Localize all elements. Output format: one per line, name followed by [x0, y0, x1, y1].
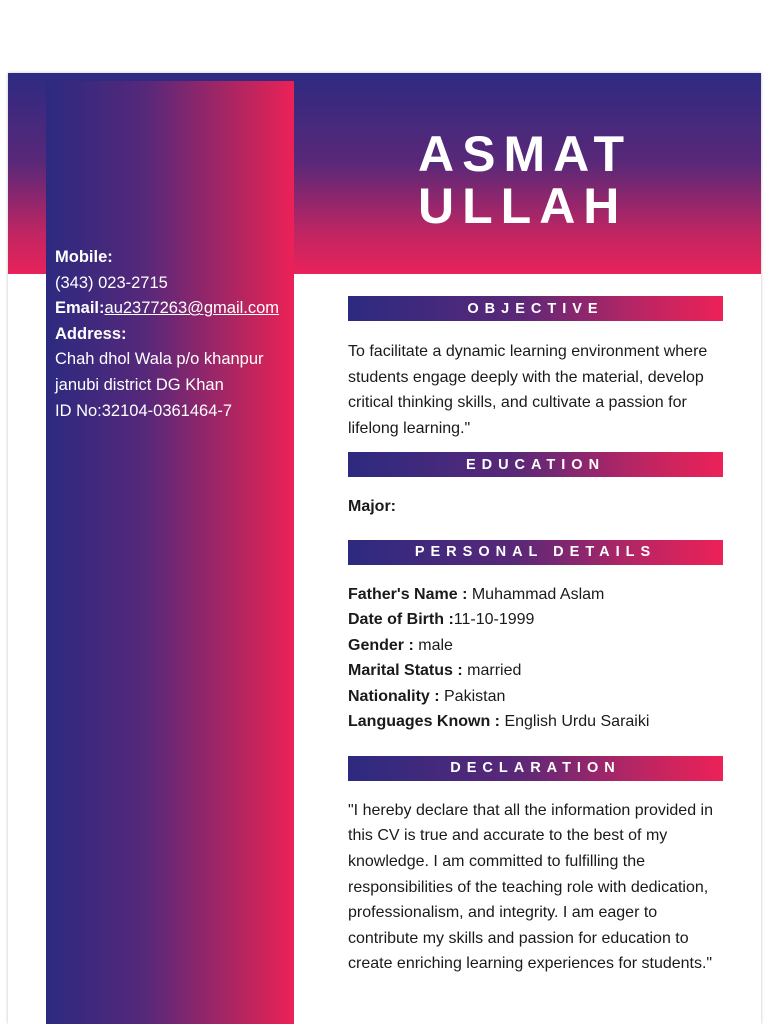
- fathers-name-label: Father's Name :: [348, 585, 468, 603]
- marital-status-label: Marital Status :: [348, 662, 463, 680]
- cv-page: [8, 73, 761, 1024]
- gender-value: male: [413, 636, 453, 654]
- personal-details-heading: PERSONAL DETAILS: [348, 540, 723, 565]
- id-number: ID No:32104-0361464-7: [55, 401, 233, 420]
- email-label: Email:: [55, 299, 105, 318]
- fathers-name-value: Muhammad Aslam: [467, 585, 605, 603]
- languages-row: [348, 709, 723, 735]
- nationality-value: Pakistan: [439, 687, 506, 705]
- gender-row: [348, 633, 723, 659]
- email-link[interactable]: au2377263@gmail.com: [104, 299, 280, 318]
- main-column: [348, 296, 723, 977]
- fathers-name-row: [348, 582, 723, 608]
- candidate-name: [418, 128, 668, 232]
- dob-label: Date of Birth :: [348, 611, 454, 629]
- declaration-text: "I hereby declare that all the information provided in this CV is true and accurate to the best of my knowledge. I am committed to fulfilling the responsibilities of the teaching role with dedication, professionalism, and integrity. I am eager to contribute my skills and passion for education to create enriching learning experiences for students.": [348, 801, 713, 973]
- languages-label: Languages Known :: [348, 713, 500, 731]
- contact-block: [55, 245, 295, 424]
- mobile-label: Mobile:: [55, 248, 113, 266]
- gender-label: Gender :: [348, 636, 414, 654]
- objective-text: To facilitate a dynamic learning environment where students engage deeply with the material, develop critical thinking skills, and cultivate a passion for lifelong learning.": [348, 343, 708, 437]
- first-name: ASMAT: [418, 126, 633, 182]
- address-line-1: Chah dhol Wala p/o khanpur: [55, 350, 264, 369]
- dob-value: 11-10-1999: [453, 611, 535, 629]
- sidebar: [46, 81, 294, 1024]
- declaration-heading: DECLARATION: [348, 756, 723, 781]
- education-heading: EDUCATION: [348, 452, 723, 477]
- nationality-row: [348, 684, 723, 710]
- marital-status-value: married: [462, 662, 522, 680]
- dob-row: [348, 607, 723, 633]
- email-line: [55, 296, 295, 322]
- nationality-label: Nationality :: [348, 687, 440, 705]
- objective-heading: OBJECTIVE: [348, 296, 723, 321]
- languages-value: English Urdu Saraiki: [500, 713, 650, 731]
- address-label: Address:: [55, 324, 127, 343]
- marital-status-row: [348, 658, 723, 684]
- last-name: ULLAH: [418, 178, 628, 234]
- mobile-value: (343) 023-2715: [55, 273, 168, 292]
- personal-details-list: [348, 582, 723, 735]
- address-line-2: janubi district DG Khan: [55, 375, 224, 394]
- major-label: Major:: [348, 498, 396, 516]
